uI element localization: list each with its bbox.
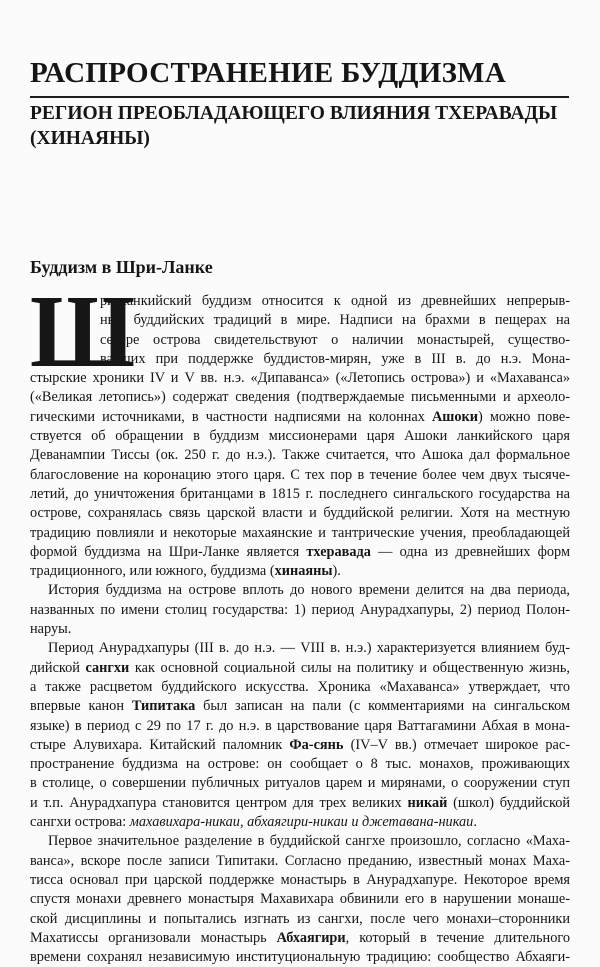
text-line: языке) в период с 29 по 17 г. до н.э. в царствование царя Ваттагамини Абхая в мона- [30, 717, 570, 734]
text-line: дийской сангхи как основной социальной силы на политику и общественную жизнь, [30, 659, 571, 676]
text-line: вавших при поддержке буддистов-мирян, уже в III в. до н.э. Мона- [100, 350, 570, 367]
text-line: Первое значительное разделение в буддийской сангхе произошло, согласно «Маха- [48, 833, 570, 850]
title-rule [30, 96, 569, 98]
text-line: традиционного, или южного, буддизма (хинаяны). [30, 563, 341, 580]
text-line: наруы. [30, 621, 72, 638]
text-line: спустя монахи древнего монастыря Махавихара обвинили его в нарушении монаше- [30, 891, 570, 908]
text-line: летий, до уничтожения британцами в 1815 г. последнего сингальского государства на [30, 485, 570, 502]
text-line: и т.п. Анурадхапура становится центром для трех великих никай (школ) буддийской [30, 794, 570, 811]
text-line: стыре Алувихара. Китайский паломник Фа-сянь (IV–V вв.) отмечает широкое рас- [30, 736, 570, 753]
text-line: севере острова свидетельствуют о наличии монастырей, существо- [100, 331, 570, 348]
text-line: ванса», вскоре после записи Типитаки. Согласно преданию, известный монах Маха- [30, 852, 570, 869]
text-line: традицию повлияли и некоторые махаянские и тантрические учения, преобладающей [30, 524, 570, 541]
text-line: ных буддийских традиций в мире. Надписи на брахми в пещерах на [100, 312, 570, 329]
text-line: («Великая летопись») содержат сведения (подтверждаемые письменными и археоло- [30, 389, 570, 406]
subsection-title: Буддизм в Шри-Ланке [30, 257, 213, 277]
text-line: гическими источниками, в частности надписями на колоннах Ашоки) можно пове- [30, 408, 570, 425]
text-line: История буддизма на острове вплоть до нового времени делится на два периода, [48, 582, 570, 599]
text-line: Период Анурадхапуры (III в. до н.э. — VIII в. н.э.) характеризуется влиянием буд- [48, 640, 570, 657]
text-line: формой буддизма на Шри-Ланке является тхеравада — одна из древнейших форм [30, 543, 570, 560]
body-text [30, 274, 571, 967]
section-title: РЕГИОН ПРЕОБЛАДАЮЩЕГО ВЛИЯНИЯ ТХЕРАВАДЫ (ХИНАЯНЫ) [30, 103, 558, 149]
text-line: пространение буддизма на острове: он сообщает о 8 тыс. монахов, проживающих [30, 756, 570, 773]
text-line: тисса основал при царской поддержке монастырь в Анурадхапуре. Некоторое время [30, 871, 570, 888]
text-line: сангхи острова: махавихара-никаи, абхаягири-никаи и джетавана-никаи. [30, 814, 477, 831]
text-line: названных по имени столиц государства: 1) период Анурадхапуры, 2) период Полон- [30, 601, 570, 618]
text-line: острове, сохранялась связь царской власти и буддийской религии. Хотя на местную [30, 505, 570, 522]
text-line: впервые канон Типитака был записан на пали (с комментариями на сингальском [30, 698, 570, 715]
text-line: ствуется об обращении в буддизм миссионерами царя Ашоки ланкийского царя [30, 428, 570, 445]
text-line: ской дисциплины и попытались изгнать из сангхи, после чего монахи–сторонники [30, 910, 570, 927]
text-line: стырские хроники IV и V вв. н.э. «Дипаванса» («Летопись острова») и «Махаванса» [30, 370, 570, 387]
text-line: времени сохранял независимую институциональную традицию: сообщество Абхаяги- [30, 949, 570, 966]
chapter-title: РАСПРОСТРАНЕНИЕ БУДДИЗМА [30, 57, 507, 89]
text-line: благословение на коронацию этого царя. С тех пор в течение более чем двух тысяче- [30, 466, 570, 483]
text-line: Деванампии Тиссы (ок. 250 г. до н.э.). Также считается, что Ашока дал формальное [30, 447, 570, 464]
drop-cap: Ш [30, 274, 136, 389]
text-line: Махатиссы организовали монастырь Абхаягири, который в течение длительного [30, 929, 571, 946]
text-line: ри-ланкийский буддизм относится к одной из древнейших непрерыв- [100, 293, 570, 309]
text-line: в столице, о совершении публичных ритуалов царем и мирянами, о сооружении ступ [30, 775, 570, 792]
text-line: а также расцветом буддийского искусства. Хроника «Махаванса» утверждает, что [30, 678, 570, 695]
